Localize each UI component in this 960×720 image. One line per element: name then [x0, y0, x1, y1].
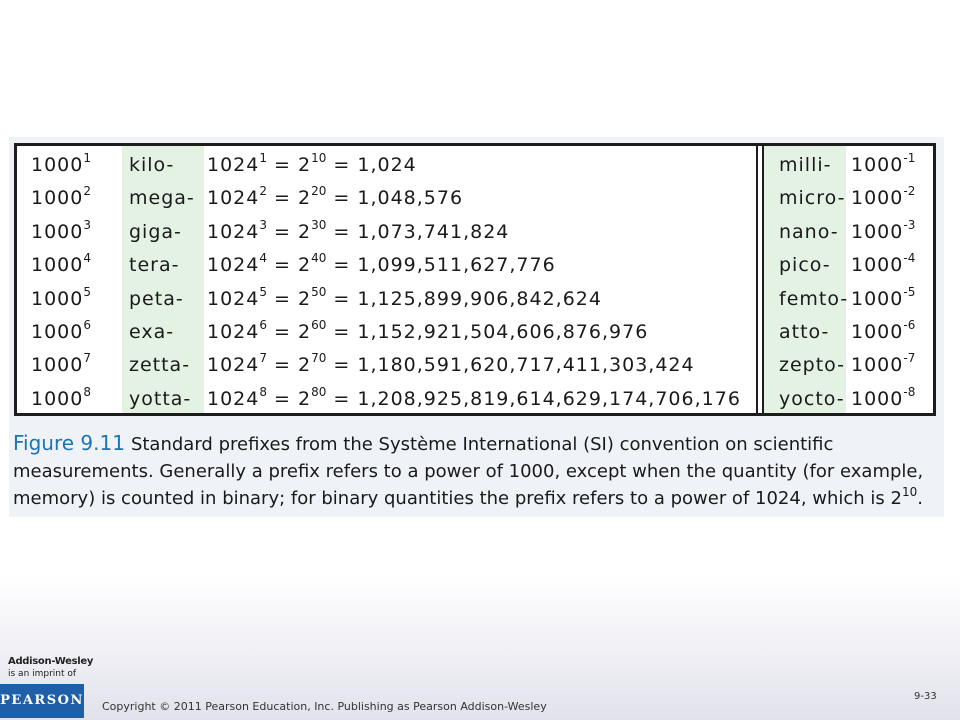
binary-base: 1024 — [207, 321, 260, 343]
binary-equivalence: $1024^2 = 2^{20} = 1,048,576$ — [207, 184, 464, 210]
negative-power-of-1000 — [851, 149, 915, 182]
caption-text: Standard prefixes from the Système International (SI) convention on scientific measurements. Generally a prefix refers to a power of 1000, except when the quantity (for example, memory) is counted in binary; for binary quantities the prefix refers to a power of 1024, which is 2 — [13, 434, 924, 509]
binary-equivalence: $1024^5 = 2^{50} = 1,125,899,906,842,624$ — [207, 284, 602, 310]
negative-power-of-1000 — [851, 249, 915, 282]
binary-base: 1024 — [207, 220, 260, 243]
binary-base: 1024 — [207, 187, 260, 210]
figure-caption — [13, 430, 939, 514]
prefix-label: giga- — [129, 220, 182, 243]
negative-power-of-1000 — [851, 316, 915, 349]
exponent: -3 — [903, 217, 916, 232]
binary-equivalence: $1024^8 = 2^{80} = 1,208,925,819,614,629,174,706,176$ — [207, 384, 741, 410]
base-value: 1000 — [851, 254, 904, 277]
binary-base: 1024 — [207, 354, 260, 377]
base-value: 1000 — [31, 254, 84, 277]
logo-bar: PEARSON — [0, 684, 84, 718]
base-value: 1000 — [851, 220, 904, 243]
binary-equivalence: $1024^7 = 2^{70} = 1,180,591,620,717,411,303,424$ — [207, 351, 695, 377]
si-small-prefix — [779, 349, 845, 382]
binary-exponent: 4 — [259, 251, 267, 266]
prefix-label: pico- — [779, 254, 831, 277]
binary-equivalence: $1024^6 = 2^{60} = 1,152,921,504,606,876,976$ — [207, 318, 649, 343]
prefix-label: zetta- — [129, 354, 191, 377]
power-of-1000 — [31, 383, 91, 416]
decimal-value: 1,152,921,504,606,876,976 — [357, 321, 649, 343]
power-of-two-exponent: 80 — [311, 384, 327, 399]
figure-label: Figure 9.11 — [13, 431, 125, 455]
decimal-value: 1,099,511,627,776 — [357, 254, 556, 277]
negative-power-of-1000 — [851, 283, 915, 316]
base-value: 1000 — [851, 154, 904, 176]
power-of-two-exponent: 60 — [311, 318, 327, 332]
power-of-1000 — [31, 283, 91, 316]
binary-exponent: 2 — [259, 184, 267, 199]
negative-power-of-1000 — [851, 216, 915, 249]
exponent: -8 — [903, 384, 916, 399]
binary-base: 1024 — [207, 254, 260, 277]
power-of-1000 — [31, 249, 91, 282]
base-value: 1000 — [31, 321, 84, 343]
si-prefix — [129, 283, 184, 316]
base-value: 1000 — [31, 220, 84, 243]
prefix-label: nano- — [779, 220, 839, 243]
power-of-two-exponent: 20 — [311, 184, 327, 199]
prefix-label: kilo- — [129, 154, 175, 176]
base-value: 1000 — [31, 187, 84, 210]
binary-equivalence: $1024^4 = 2^{40} = 1,099,511,627,776$ — [207, 251, 556, 277]
prefix-label: tera- — [129, 254, 180, 277]
binary-base: 1024 — [207, 154, 260, 176]
table-row — [17, 316, 933, 349]
negative-power-of-1000 — [851, 182, 915, 215]
base-value: 1000 — [851, 287, 904, 310]
base-value: 1000 — [851, 321, 904, 343]
si-prefix — [129, 316, 174, 349]
negative-power-of-1000 — [851, 349, 915, 382]
power-of-two-exponent: 30 — [311, 217, 327, 232]
table-row — [17, 249, 933, 282]
binary-exponent: 6 — [259, 318, 267, 332]
exponent: -2 — [903, 184, 916, 199]
power-of-1000 — [31, 149, 91, 182]
prefix-label: yocto- — [779, 387, 845, 410]
caption-exponent: 10 — [901, 485, 918, 499]
si-small-prefix — [779, 149, 831, 182]
prefix-label: peta- — [129, 287, 184, 310]
prefix-label: micro- — [779, 187, 846, 210]
table-row — [17, 149, 933, 182]
power-of-two-exponent: 70 — [311, 351, 327, 366]
si-small-prefix — [779, 383, 845, 416]
si-small-prefix — [779, 249, 831, 282]
si-small-prefix — [779, 182, 845, 215]
binary-equivalence: $1024^3 = 2^{30} = 1,073,741,824$ — [207, 217, 510, 243]
figure-9-11 — [9, 137, 944, 517]
decimal-value: 1,048,576 — [357, 187, 464, 210]
prefix-label: femto- — [779, 287, 849, 310]
prefix-label: exa- — [129, 321, 175, 343]
binary-base: 1024 — [207, 287, 260, 310]
decimal-value: 1,125,899,906,842,624 — [357, 287, 602, 310]
si-prefix — [129, 383, 191, 416]
power-of-two-exponent: 10 — [311, 151, 327, 165]
prefix-label: zepto- — [779, 354, 846, 377]
decimal-value: 1,024 — [357, 154, 417, 176]
caption-end-punct: . — [917, 488, 923, 509]
binary-exponent: 5 — [259, 284, 267, 299]
exponent: -5 — [903, 284, 916, 299]
base-value: 1000 — [851, 387, 904, 410]
base-value: 1000 — [31, 354, 84, 377]
exponent: 1 — [83, 151, 91, 165]
page-number: 9-33 — [914, 691, 937, 702]
si-small-prefix — [779, 316, 829, 349]
exponent: 5 — [83, 284, 91, 299]
copyright-text: Copyright © 2011 Pearson Education, Inc. Publishing as Pearson Addison-Wesley — [102, 700, 547, 713]
exponent: 3 — [83, 217, 91, 232]
si-prefix — [129, 182, 195, 215]
decimal-value: 1,180,591,620,717,411,303,424 — [357, 354, 695, 377]
si-prefix-table — [14, 143, 936, 416]
binary-exponent: 7 — [259, 351, 267, 366]
si-prefix — [129, 349, 190, 382]
pearson-logo — [0, 656, 94, 718]
table-row — [17, 182, 933, 215]
binary-exponent: 1 — [259, 151, 267, 165]
exponent: -4 — [903, 251, 916, 266]
exponent: 7 — [83, 351, 91, 366]
power-of-two-exponent: 50 — [311, 284, 327, 299]
negative-power-of-1000 — [851, 383, 915, 416]
decimal-value: 1,208,925,819,614,629,174,706,176 — [357, 387, 741, 410]
exponent: 4 — [83, 251, 91, 266]
prefix-label: atto- — [779, 321, 830, 343]
power-of-two-exponent: 40 — [311, 251, 327, 266]
exponent: -7 — [903, 351, 916, 366]
base-value: 1000 — [31, 287, 84, 310]
table-row — [17, 216, 933, 249]
binary-base: 1024 — [207, 387, 260, 410]
power-of-1000 — [31, 349, 91, 382]
prefix-label: milli- — [779, 154, 832, 176]
binary-exponent: 3 — [259, 217, 267, 232]
si-prefix — [129, 149, 174, 182]
power-of-1000 — [31, 216, 91, 249]
base-value: 1000 — [31, 154, 84, 176]
exponent: 6 — [83, 318, 91, 332]
prefix-label: mega- — [129, 187, 195, 210]
imprint-text: is an imprint of — [8, 669, 77, 679]
decimal-value: 1,073,741,824 — [357, 220, 510, 243]
exponent: 2 — [83, 184, 91, 199]
exponent: -1 — [903, 151, 916, 165]
power-of-1000 — [31, 316, 91, 349]
binary-exponent: 8 — [259, 384, 267, 399]
prefix-label: yotta- — [129, 387, 192, 410]
power-of-1000 — [31, 182, 91, 215]
publisher-name: Addison-Wesley — [8, 656, 94, 667]
base-value: 1000 — [851, 187, 904, 210]
si-prefix — [129, 216, 182, 249]
table-row — [17, 383, 933, 416]
si-small-prefix — [779, 216, 839, 249]
base-value: 1000 — [31, 387, 84, 410]
base-value: 1000 — [851, 354, 904, 377]
binary-equivalence: $1024^1 = 2^{10} = 1,024$ — [207, 151, 417, 176]
exponent: 8 — [83, 384, 91, 399]
table-row — [17, 349, 933, 382]
si-small-prefix — [779, 283, 848, 316]
table-row — [17, 283, 933, 316]
exponent: -6 — [903, 318, 916, 332]
si-prefix — [129, 249, 179, 282]
